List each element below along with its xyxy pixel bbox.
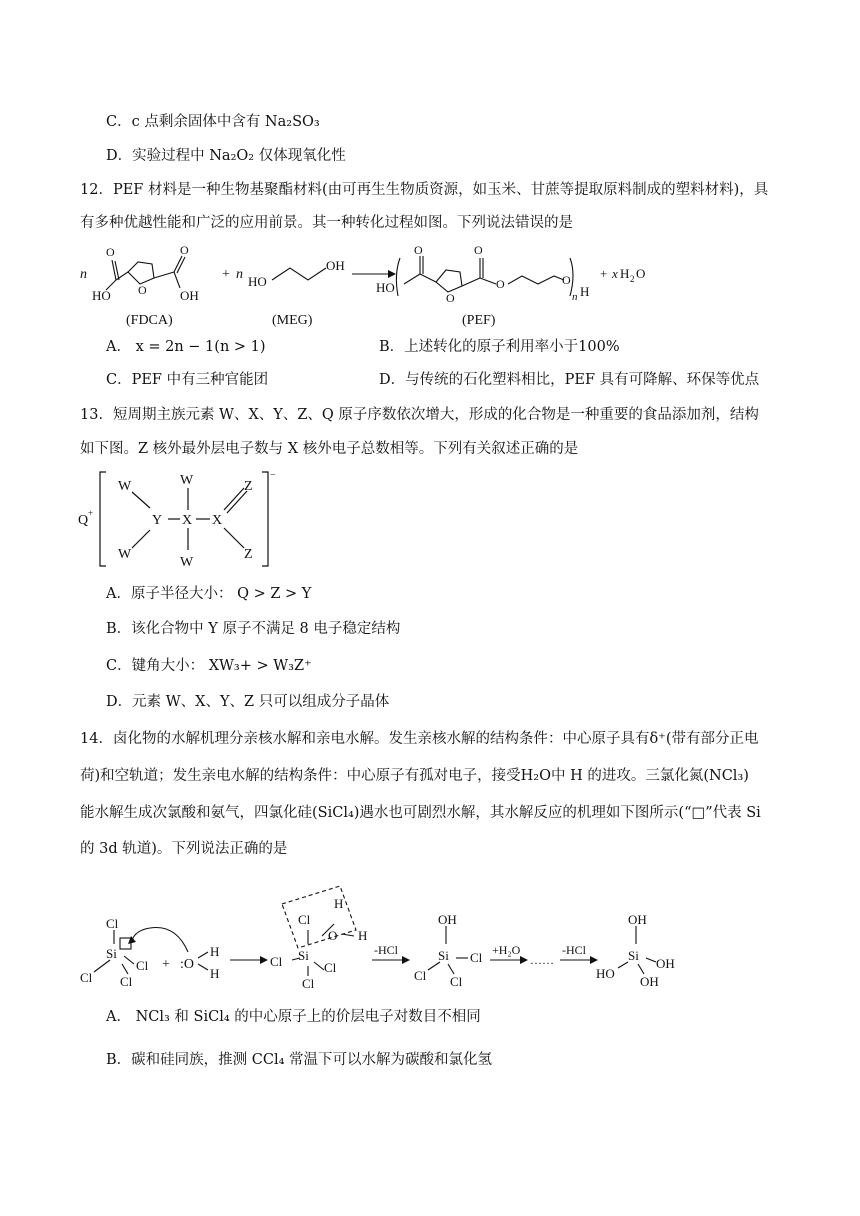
step3-label: -HCl xyxy=(562,943,586,957)
q13-option-c: C．键角大小： XW₃+ > W₃Z⁺ xyxy=(106,658,312,674)
q14-stem-line4: 的 3d 轨道)。下列说法正确的是 xyxy=(80,841,288,857)
svg-text:H: H xyxy=(580,284,590,299)
svg-text:X: X xyxy=(182,513,193,528)
q13-stem-line1: 13．短周期主族元素 W、X、Y、Z、Q 原子序数依次增大，形成的化合物是一种重要的食品添加剂，结构 xyxy=(80,407,759,423)
svg-text:Q: Q xyxy=(78,513,89,528)
pef-label: (PEF) xyxy=(462,313,496,328)
svg-text:W: W xyxy=(118,547,132,562)
svg-text:Cl: Cl xyxy=(106,916,119,931)
svg-text:2: 2 xyxy=(630,274,635,284)
q14-option-a: A． NCl₃ 和 SiCl₄ 的中心原子上的价层电子对数目不相同 xyxy=(106,1009,481,1025)
svg-text:+: + xyxy=(600,266,608,281)
svg-text:Cl: Cl xyxy=(136,958,149,973)
q14-option-b: B．碳和硅同族，推测 CCl₄ 常温下可以水解为碳酸和氯化氢 xyxy=(106,1052,493,1068)
svg-text:O: O xyxy=(446,291,455,305)
step2-label: +H₂O xyxy=(492,943,521,957)
q13-stem-line2: 如下图。Z 核外最外层电子数与 X 核外电子总数相等。下列有关叙述正确的是 xyxy=(80,441,579,457)
svg-text:Cl: Cl xyxy=(470,950,483,965)
q12-stem-line1: 12．PEF 材料是一种生物基聚酯材料(由可再生生物质资源，如玉米、甘蔗等提取原料制成的塑料材料)，具 xyxy=(80,182,769,198)
svg-text:OH: OH xyxy=(628,912,647,927)
q14-stem-line3: 能水解生成次氯酸和氨气，四氯化硅(SiCl₄)遇水也可剧烈水解，其水解反应的机理如下图所示(“□”代表 Si xyxy=(80,805,761,821)
step1-label: -HCl xyxy=(374,943,398,957)
svg-text:Si: Si xyxy=(106,946,117,961)
q11-option-c: C．c 点剩余固体中含有 Na₂SO₃ xyxy=(106,114,320,130)
q11-option-d: D．实验过程中 Na₂O₂ 仅体现氧化性 xyxy=(106,148,346,164)
svg-text:O: O xyxy=(636,266,646,281)
svg-text:OH: OH xyxy=(180,288,199,303)
svg-text:O: O xyxy=(138,283,147,297)
svg-text:Cl: Cl xyxy=(450,974,463,989)
svg-text:Cl: Cl xyxy=(80,970,93,985)
svg-text:Z: Z xyxy=(244,547,253,562)
q14-stem-line2: 荷)和空轨道；发生亲电水解的结构条件：中心原子有孤对电子，接受H₂O中 H 的进攻。三氯化氮(NCl₃) xyxy=(80,768,749,784)
svg-text:H: H xyxy=(334,896,344,911)
svg-text:O: O xyxy=(474,243,483,257)
svg-text:HO: HO xyxy=(596,966,615,981)
svg-text:+: + xyxy=(88,508,94,518)
svg-text:HO: HO xyxy=(248,274,267,289)
svg-text:H: H xyxy=(210,966,220,981)
svg-text:−: − xyxy=(270,470,276,481)
q12-option-c: C．PEF 中有三种官能团 xyxy=(106,372,269,388)
svg-text:HO: HO xyxy=(92,288,111,303)
svg-text:+: + xyxy=(162,957,170,972)
svg-text:O: O xyxy=(180,243,189,257)
q13-option-d: D．元素 W、X、Y、Z 只可以组成分子晶体 xyxy=(106,694,390,710)
svg-text:Y: Y xyxy=(152,513,163,528)
q12-stem-line2: 有多种优越性能和广泛的应用前景。其一种转化过程如图。下列说法错误的是 xyxy=(80,215,573,231)
svg-text:O: O xyxy=(414,243,423,257)
svg-text:Cl: Cl xyxy=(298,912,311,927)
svg-text:Si: Si xyxy=(298,948,309,963)
fdca-label: (FDCA) xyxy=(126,313,173,328)
svg-text:W: W xyxy=(180,555,194,570)
svg-text:O: O xyxy=(496,277,505,291)
svg-text:Si: Si xyxy=(628,948,639,963)
svg-text:+: + xyxy=(222,267,230,282)
q13-option-b: B．该化合物中 Y 原子不满足 8 电子稳定结构 xyxy=(106,621,401,637)
q12-option-a: A． x = 2n − 1(n > 1) xyxy=(106,339,266,355)
svg-text:n: n xyxy=(572,291,578,303)
pef-reaction-diagram xyxy=(76,240,676,332)
svg-text:Z: Z xyxy=(244,479,253,494)
svg-text:O: O xyxy=(328,928,338,943)
svg-text:Cl: Cl xyxy=(302,976,315,991)
svg-text:Cl: Cl xyxy=(324,960,337,975)
svg-text:OH: OH xyxy=(326,258,345,273)
svg-text:O: O xyxy=(562,273,571,287)
svg-text:OH: OH xyxy=(438,912,457,927)
svg-text:Cl: Cl xyxy=(120,974,133,989)
svg-text:Cl: Cl xyxy=(414,968,427,983)
q13-option-a: A．原子半径大小： Q > Z > Y xyxy=(106,586,312,602)
svg-text:Si: Si xyxy=(438,948,449,963)
svg-text:HO: HO xyxy=(376,280,395,295)
sicl4-hydrolysis-mechanism xyxy=(76,874,696,992)
svg-text:W: W xyxy=(118,479,132,494)
svg-text:OH: OH xyxy=(640,974,659,989)
svg-text:H: H xyxy=(620,266,630,281)
ellipsis: …… xyxy=(530,953,554,967)
svg-text:W: W xyxy=(180,473,194,488)
svg-text:O: O xyxy=(106,245,115,259)
meg-label: (MEG) xyxy=(272,313,313,328)
svg-text:n: n xyxy=(236,267,243,282)
svg-text:Cl: Cl xyxy=(270,954,283,969)
svg-text:H: H xyxy=(358,928,368,943)
q12-option-d: D．与传统的石化塑料相比，PEF 具有可降解、环保等优点 xyxy=(379,372,760,388)
svg-text:OH: OH xyxy=(656,956,675,971)
svg-text:x: x xyxy=(612,266,618,281)
svg-text::O: :O xyxy=(180,957,194,972)
q12-option-b: B．上述转化的原子利用率小于100% xyxy=(379,339,620,355)
svg-text:n: n xyxy=(80,267,87,282)
svg-text:H: H xyxy=(210,944,220,959)
q13-structure-diagram xyxy=(76,466,296,572)
q14-stem-line1: 14．卤化物的水解机理分亲核水解和亲电水解。发生亲核水解的结构条件：中心原子具有δ⁺(带有部分正电 xyxy=(80,731,759,747)
svg-text:X: X xyxy=(212,513,223,528)
